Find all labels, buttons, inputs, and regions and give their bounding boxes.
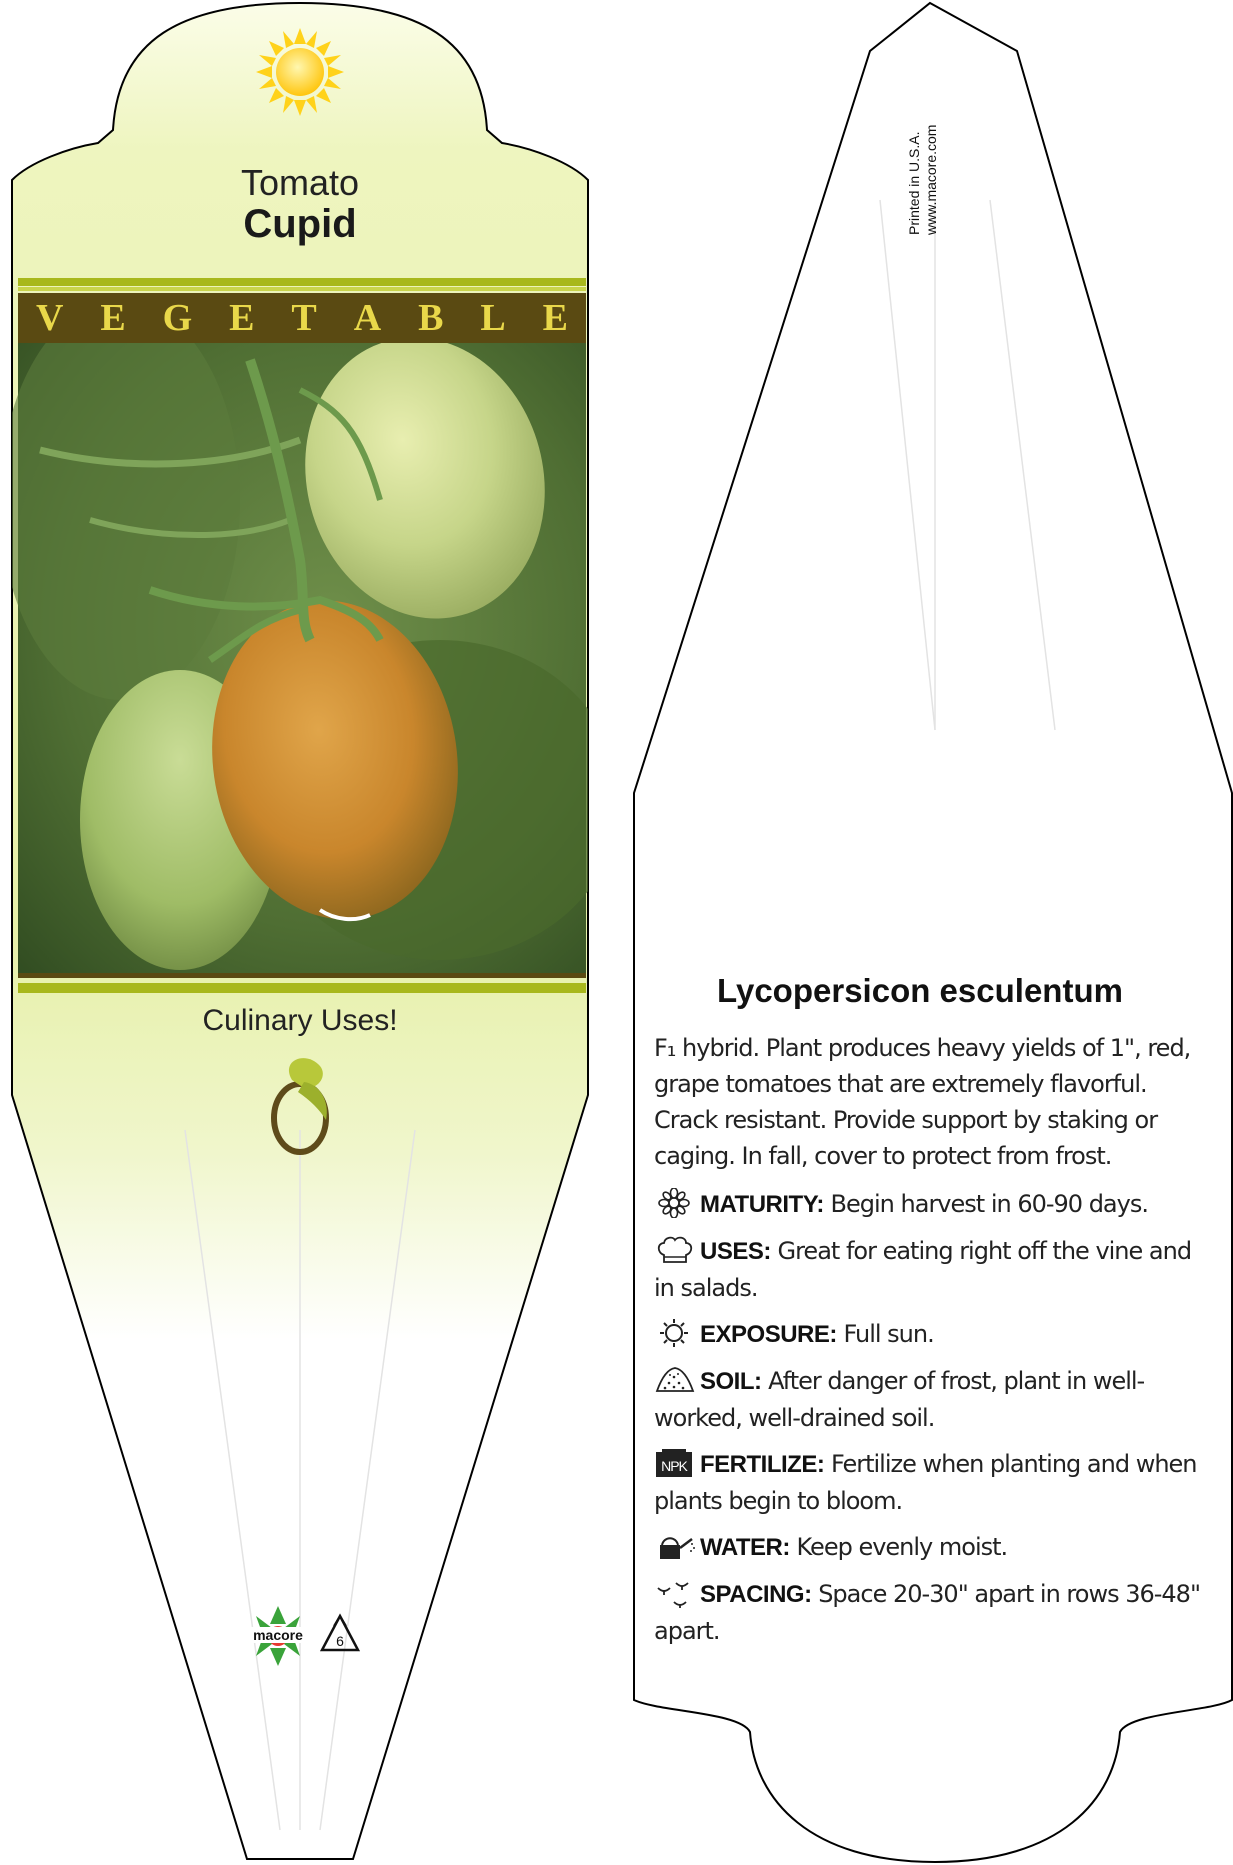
category-banner	[18, 293, 586, 343]
care-entry-uses	[654, 1233, 1204, 1306]
macore-logo-text: macore	[253, 1627, 303, 1643]
plant-variety-name: Cupid	[243, 202, 357, 246]
category-letter: L	[480, 297, 506, 339]
sun-icon	[654, 1318, 696, 1348]
sun-icon	[256, 28, 344, 116]
printed-info	[906, 95, 956, 235]
tomato-photo	[0, 300, 620, 973]
care-entry-spacing	[654, 1576, 1204, 1649]
care-entry-label: SPACING:	[700, 1581, 812, 1608]
care-entry-maturity	[654, 1186, 1204, 1223]
care-entry-text: Full sun.	[836, 1320, 934, 1348]
feature-label: Culinary Uses!	[202, 1004, 398, 1037]
website-text: www.macore.com	[923, 124, 939, 235]
svg-text:NPK: NPK	[661, 1458, 687, 1474]
care-entry-text: Fertilize when planting and when plants begin to bloom.	[654, 1450, 1197, 1515]
care-entry-exposure	[654, 1316, 1204, 1353]
category-letter: E	[229, 297, 255, 339]
npk-icon	[654, 1448, 696, 1478]
category-letter: A	[353, 297, 382, 339]
printed-in-text: Printed in U.S.A.	[906, 131, 922, 235]
care-entry-label: SOIL:	[700, 1368, 762, 1395]
category-letter: T	[291, 297, 317, 339]
care-entry-label: WATER:	[700, 1534, 790, 1561]
soil-icon	[654, 1365, 696, 1395]
care-entry-label: FERTILIZE:	[700, 1451, 825, 1478]
front-tag	[0, 3, 620, 1859]
flower-icon	[654, 1188, 696, 1218]
care-entry-label: EXPOSURE:	[700, 1321, 837, 1348]
care-entry-text: Keep evenly moist.	[789, 1533, 1008, 1561]
care-entry-label: MATURITY:	[700, 1191, 824, 1218]
care-entry-text: Space 20-30" apart in rows 36-48" apart.	[654, 1580, 1200, 1645]
care-entry-text: After danger of frost, plant in well-worked, well-drained soil.	[654, 1367, 1145, 1432]
category-letter: E	[542, 297, 568, 339]
category-letter: G	[162, 297, 193, 339]
recycle-number: 6	[336, 1633, 344, 1649]
care-entry-soil	[654, 1363, 1204, 1436]
spacing-icon	[654, 1578, 696, 1608]
category-letter: B	[418, 297, 444, 339]
category-letter: E	[100, 297, 126, 339]
care-entry-water	[654, 1529, 1204, 1566]
plant-description: F₁ hybrid. Plant produces heavy yields of 1", red, grape tomatoes that are extremely flavorful. Crack resistant. Provide support by staking or caging. In fall, cover to protect from frost.	[654, 1034, 1191, 1170]
care-entry-text: Begin harvest in 60-90 days.	[823, 1190, 1148, 1218]
chef-hat-icon	[654, 1235, 696, 1265]
plant-common-name: Tomato	[240, 162, 360, 203]
care-entry-fertilize	[654, 1446, 1204, 1519]
scientific-name: Lycopersicon esculentum	[717, 972, 1123, 1009]
care-entry-text: Great for eating right off the vine and in salads.	[654, 1237, 1192, 1302]
watering-can-icon	[654, 1531, 696, 1561]
category-letter: V	[36, 297, 64, 339]
care-entry-label: USES:	[700, 1238, 771, 1265]
